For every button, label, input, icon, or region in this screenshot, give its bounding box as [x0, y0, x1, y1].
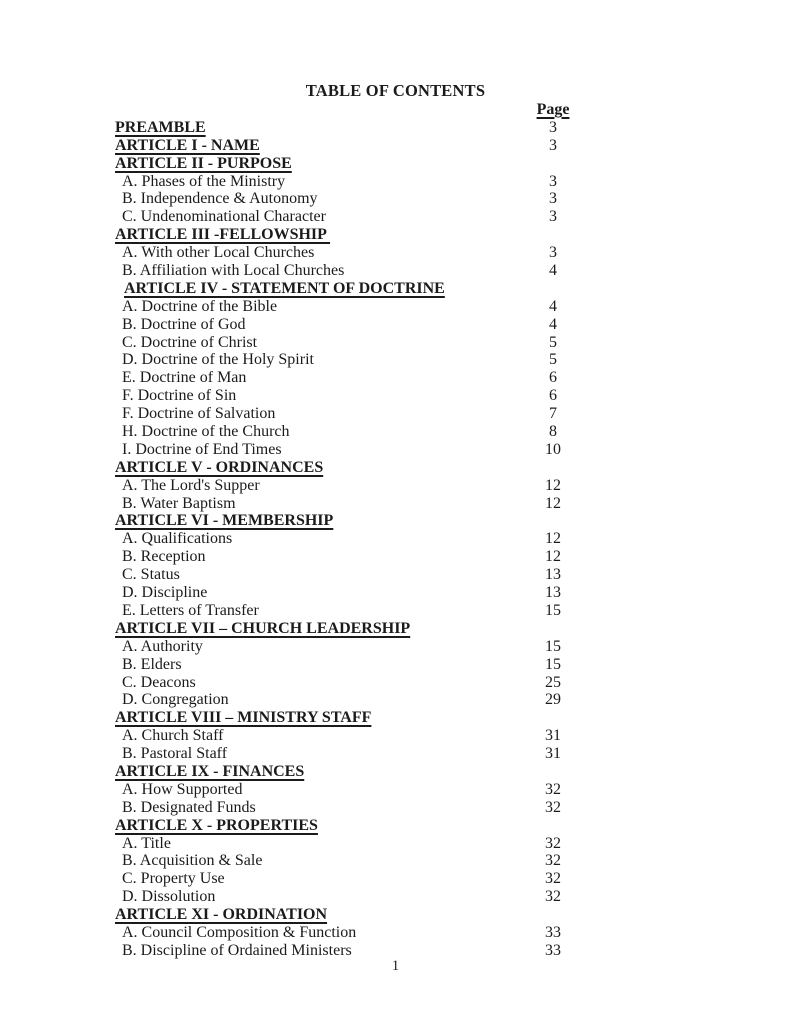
toc-entry-page: 5: [549, 333, 557, 351]
toc-entry-label: A. With other Local Churches: [122, 244, 315, 262]
toc-row: [115, 137, 583, 155]
toc-entry-label: F. Doctrine of Sin: [122, 387, 237, 405]
toc-entry-label: A. Title: [122, 834, 171, 852]
toc-row: [115, 512, 583, 530]
toc-entry-page: 31: [545, 745, 561, 763]
toc-entry-label: C. Undenominational Character: [122, 208, 326, 226]
toc-entry-label: A. Church Staff: [122, 727, 224, 745]
toc-row: [115, 548, 583, 566]
toc-row: [115, 817, 583, 835]
toc-entry-label: A. Authority: [122, 637, 203, 655]
toc-entry-page: 6: [549, 387, 557, 405]
toc-row: [115, 369, 583, 387]
toc-row: [115, 423, 583, 441]
toc-entry-page: 3: [549, 208, 557, 226]
toc-entry-page: 3: [549, 172, 557, 190]
toc-row: [115, 280, 583, 298]
toc-entry-page: 8: [549, 423, 557, 441]
toc-entry-page: 3: [549, 118, 557, 136]
toc-row: [115, 763, 583, 781]
toc-row: [115, 745, 583, 763]
toc-entry-label: I. Doctrine of End Times: [122, 440, 282, 458]
toc-entry-label: ARTICLE XI - ORDINATION: [115, 906, 328, 924]
toc-entry-page: 10: [545, 440, 561, 458]
toc-entries: [115, 119, 583, 960]
page-column-header-row: [115, 101, 583, 119]
toc-entry-label: D. Discipline: [122, 584, 208, 602]
toc-entry-label: F. Doctrine of Salvation: [122, 405, 276, 423]
toc-entry-page: 13: [545, 566, 561, 584]
toc-entry-page: 32: [545, 852, 561, 870]
toc-entry-label: ARTICLE VIII – MINISTRY STAFF: [115, 709, 372, 727]
toc-row: [115, 584, 583, 602]
toc-entry-label: B. Elders: [122, 655, 182, 673]
toc-entry-page: 15: [545, 655, 561, 673]
toc-row: [115, 656, 583, 674]
toc-entry-page: 12: [545, 530, 561, 548]
toc-row: [115, 459, 583, 477]
toc-row: [115, 173, 583, 191]
toc-row: [115, 638, 583, 656]
toc-row: [115, 155, 583, 173]
toc-entry-label: E. Letters of Transfer: [122, 601, 259, 619]
toc-row: [115, 334, 583, 352]
toc-row: [115, 262, 583, 280]
toc-entry-page: 25: [545, 673, 561, 691]
toc-row: [115, 888, 583, 906]
toc-entry-label: B. Water Baptism: [122, 494, 236, 512]
toc-row: [115, 119, 583, 137]
toc-entry-label: E. Doctrine of Man: [122, 369, 247, 387]
toc-row: [115, 835, 583, 853]
toc-entry-label: A. How Supported: [122, 780, 243, 798]
toc-entry-page: 3: [549, 190, 557, 208]
toc-row: [115, 602, 583, 620]
toc-entry-label: ARTICLE VI - MEMBERSHIP: [115, 512, 334, 530]
toc-entry-label: B. Pastoral Staff: [122, 745, 228, 763]
toc-entry-label: B. Designated Funds: [122, 798, 256, 816]
toc-row: [115, 316, 583, 334]
toc-entry-label: A. Doctrine of the Bible: [122, 297, 278, 315]
toc-row: [115, 781, 583, 799]
toc-row: [115, 351, 583, 369]
footer-page-number: 1: [391, 958, 400, 974]
toc-row: [115, 566, 583, 584]
toc-entry-label: C. Doctrine of Christ: [122, 333, 258, 351]
toc-entry-page: 32: [545, 780, 561, 798]
toc-entry-page: 12: [545, 476, 561, 494]
toc-entry-page: 15: [545, 601, 561, 619]
toc-row: [115, 405, 583, 423]
toc-entry-label: D. Dissolution: [122, 888, 216, 906]
toc-entry-label: A. Qualifications: [122, 530, 233, 548]
toc-row: [115, 727, 583, 745]
toc-entry-page: 7: [549, 405, 557, 423]
toc-entry-page: 4: [549, 315, 557, 333]
toc-entry-label: ARTICLE IX - FINANCES: [115, 762, 305, 780]
toc-entry-label: C. Deacons: [122, 673, 196, 691]
toc-entry-label: H. Doctrine of the Church: [122, 423, 290, 441]
toc-entry-label: PREAMBLE: [115, 118, 206, 136]
toc-row: [115, 530, 583, 548]
toc-entry-label: ARTICLE IV - STATEMENT OF DOCTRINE: [124, 279, 445, 297]
toc-entry-page: 4: [549, 262, 557, 280]
toc-entry-label: C. Property Use: [122, 870, 225, 888]
toc-entry-page: 33: [545, 941, 561, 959]
toc-row: [115, 190, 583, 208]
toc-entry-label: A. Phases of the Ministry: [122, 172, 286, 190]
toc-row: [115, 799, 583, 817]
toc-row: [115, 870, 583, 888]
toc-entry-label: C. Status: [122, 566, 180, 584]
toc-row: [115, 906, 583, 924]
toc-entry-page: 13: [545, 584, 561, 602]
toc-entry-page: 15: [545, 637, 561, 655]
toc-entry-label: B. Affiliation with Local Churches: [122, 262, 345, 280]
toc-entry-label: ARTICLE III -FELLOWSHIP: [115, 226, 331, 244]
toc-entry-label: B. Acquisition & Sale: [122, 852, 263, 870]
toc-entry-page: 3: [549, 136, 557, 154]
toc-row: [115, 477, 583, 495]
page-title: TABLE OF CONTENTS: [305, 81, 486, 100]
toc-entry-label: A. The Lord's Supper: [122, 476, 260, 494]
toc-entry-label: ARTICLE X - PROPERTIES: [115, 816, 318, 834]
toc-row: [115, 298, 583, 316]
toc-entry-label: ARTICLE V - ORDINANCES: [115, 458, 324, 476]
toc-entry-label: ARTICLE II - PURPOSE: [115, 154, 292, 172]
toc-row: [115, 244, 583, 262]
toc-row: [115, 620, 583, 638]
toc-row: [115, 226, 583, 244]
toc-entry-label: ARTICLE VII – CHURCH LEADERSHIP: [115, 619, 411, 637]
toc-row: [115, 924, 583, 942]
toc-entry-label: ARTICLE I - NAME: [115, 136, 260, 154]
toc-entry-page: 33: [545, 923, 561, 941]
table-of-contents: [115, 101, 583, 960]
toc-entry-label: D. Congregation: [122, 691, 229, 709]
toc-row: [115, 495, 583, 513]
toc-entry-page: 32: [545, 870, 561, 888]
toc-entry-label: A. Council Composition & Function: [122, 923, 357, 941]
toc-entry-page: 12: [545, 494, 561, 512]
toc-entry-page: 5: [549, 351, 557, 369]
toc-entry-label: B. Reception: [122, 548, 206, 566]
toc-entry-label: B. Independence & Autonomy: [122, 190, 318, 208]
toc-entry-label: D. Doctrine of the Holy Spirit: [122, 351, 314, 369]
toc-entry-page: 3: [549, 244, 557, 262]
toc-entry-page: 4: [549, 297, 557, 315]
toc-row: [115, 691, 583, 709]
toc-row: [115, 674, 583, 692]
toc-entry-page: 31: [545, 727, 561, 745]
toc-entry-label: B. Discipline of Ordained Ministers: [122, 941, 352, 959]
toc-entry-page: 32: [545, 798, 561, 816]
toc-row: [115, 441, 583, 459]
toc-row: [115, 208, 583, 226]
toc-entry-page: 6: [549, 369, 557, 387]
toc-entry-page: 12: [545, 548, 561, 566]
toc-entry-label: B. Doctrine of God: [122, 315, 246, 333]
toc-row: [115, 709, 583, 727]
page-column-header: Page: [536, 101, 570, 118]
toc-row: [115, 852, 583, 870]
toc-entry-page: 29: [545, 691, 561, 709]
toc-row: [115, 387, 583, 405]
toc-entry-page: 32: [545, 834, 561, 852]
toc-entry-page: 32: [545, 888, 561, 906]
